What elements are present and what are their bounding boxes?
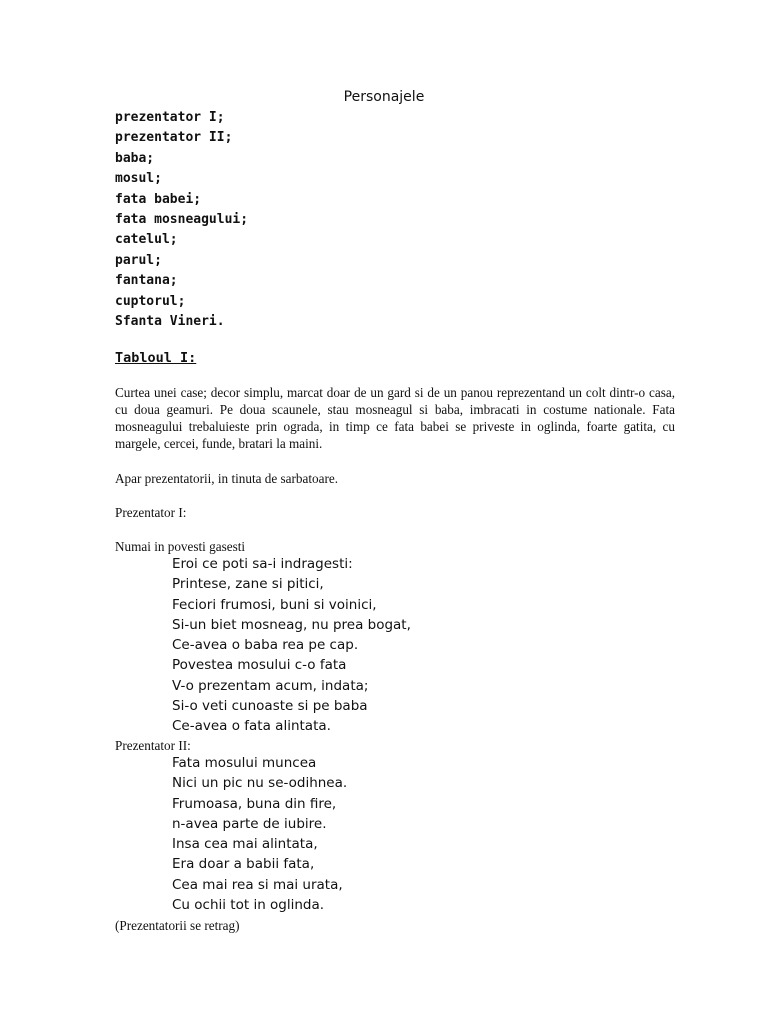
verse-line: Fata mosului muncea — [172, 755, 317, 771]
speaker-label: Prezentator II: — [115, 738, 191, 753]
verse-line: V-o prezentam acum, indata; — [172, 677, 369, 694]
cast-item: baba; — [115, 150, 155, 166]
verse-block — [172, 554, 411, 737]
cast-item: Sfanta Vineri. — [115, 313, 225, 329]
cast-item: fata babei; — [115, 191, 202, 207]
page-title: Personajele — [343, 89, 425, 105]
verse-line: Frumoasa, buna din fire, — [172, 795, 337, 812]
verse-line: Si-o veti cunoaste si pe baba — [172, 698, 368, 715]
verse-line: Feciori frumosi, buni si voinici, — [172, 596, 377, 613]
cast-item: mosul; — [115, 171, 162, 187]
stage-direction: Apar prezentatorii, in tinuta de sarbatoare. — [115, 471, 338, 486]
verse-line: Printese, zane si pitici, — [172, 576, 324, 593]
verse-line: Si-un biet mosneag, nu prea bogat, — [172, 616, 411, 633]
verse-line: n-avea parte de iubire. — [172, 815, 327, 832]
cast-item: catelul; — [115, 232, 178, 248]
cast-item: fata mosneagului; — [115, 211, 249, 227]
verse-line: Ce-avea o fata alintata. — [172, 718, 331, 735]
cast-item: prezentator I; — [115, 110, 225, 125]
closing-stage-direction: (Prezentatorii se retrag) — [115, 918, 240, 933]
verse-line: Nici un pic nu se-odihnea. — [172, 775, 348, 792]
cast-item: fantana; — [115, 273, 178, 289]
scene-heading: Tabloul I: — [115, 350, 197, 366]
cast-item: prezentator II; — [115, 130, 233, 146]
verse-block — [172, 753, 347, 915]
verse-line: Cea mai rea si mai urata, — [172, 876, 343, 893]
cast-item: parul; — [115, 252, 162, 268]
verse-line: Insa cea mai alintata, — [172, 836, 318, 853]
verse-line: Ce-avea o baba rea pe cap. — [172, 637, 359, 654]
verse-line: Povestea mosului c-o fata — [172, 657, 347, 674]
cast-item: cuptorul; — [115, 293, 186, 309]
verse-line: Cu ochii tot in oglinda. — [172, 897, 325, 914]
verse-line: Eroi ce poti sa-i indragesti: — [172, 556, 353, 572]
verse-line: Era doar a babii fata, — [172, 856, 315, 873]
scene-description: Curtea unei case; decor simplu, marcat doar de un gard si de un panou reprezentand un colt dintr-o casa, cu doua geamuri. Pe doua scaunele, stau mosneagul si baba, imbracati in costume nationale. Fata mosneagului trebaluieste prin ograda, in timp ce fata babei se priveste in oglinda, foarte gatita, cu margele, cercei, funde, bratari la maini. — [115, 385, 675, 451]
speaker-label: Prezentator I: — [115, 505, 187, 520]
cast-list — [115, 108, 248, 332]
verse-first-line: Numai in povesti gasesti — [115, 539, 246, 554]
